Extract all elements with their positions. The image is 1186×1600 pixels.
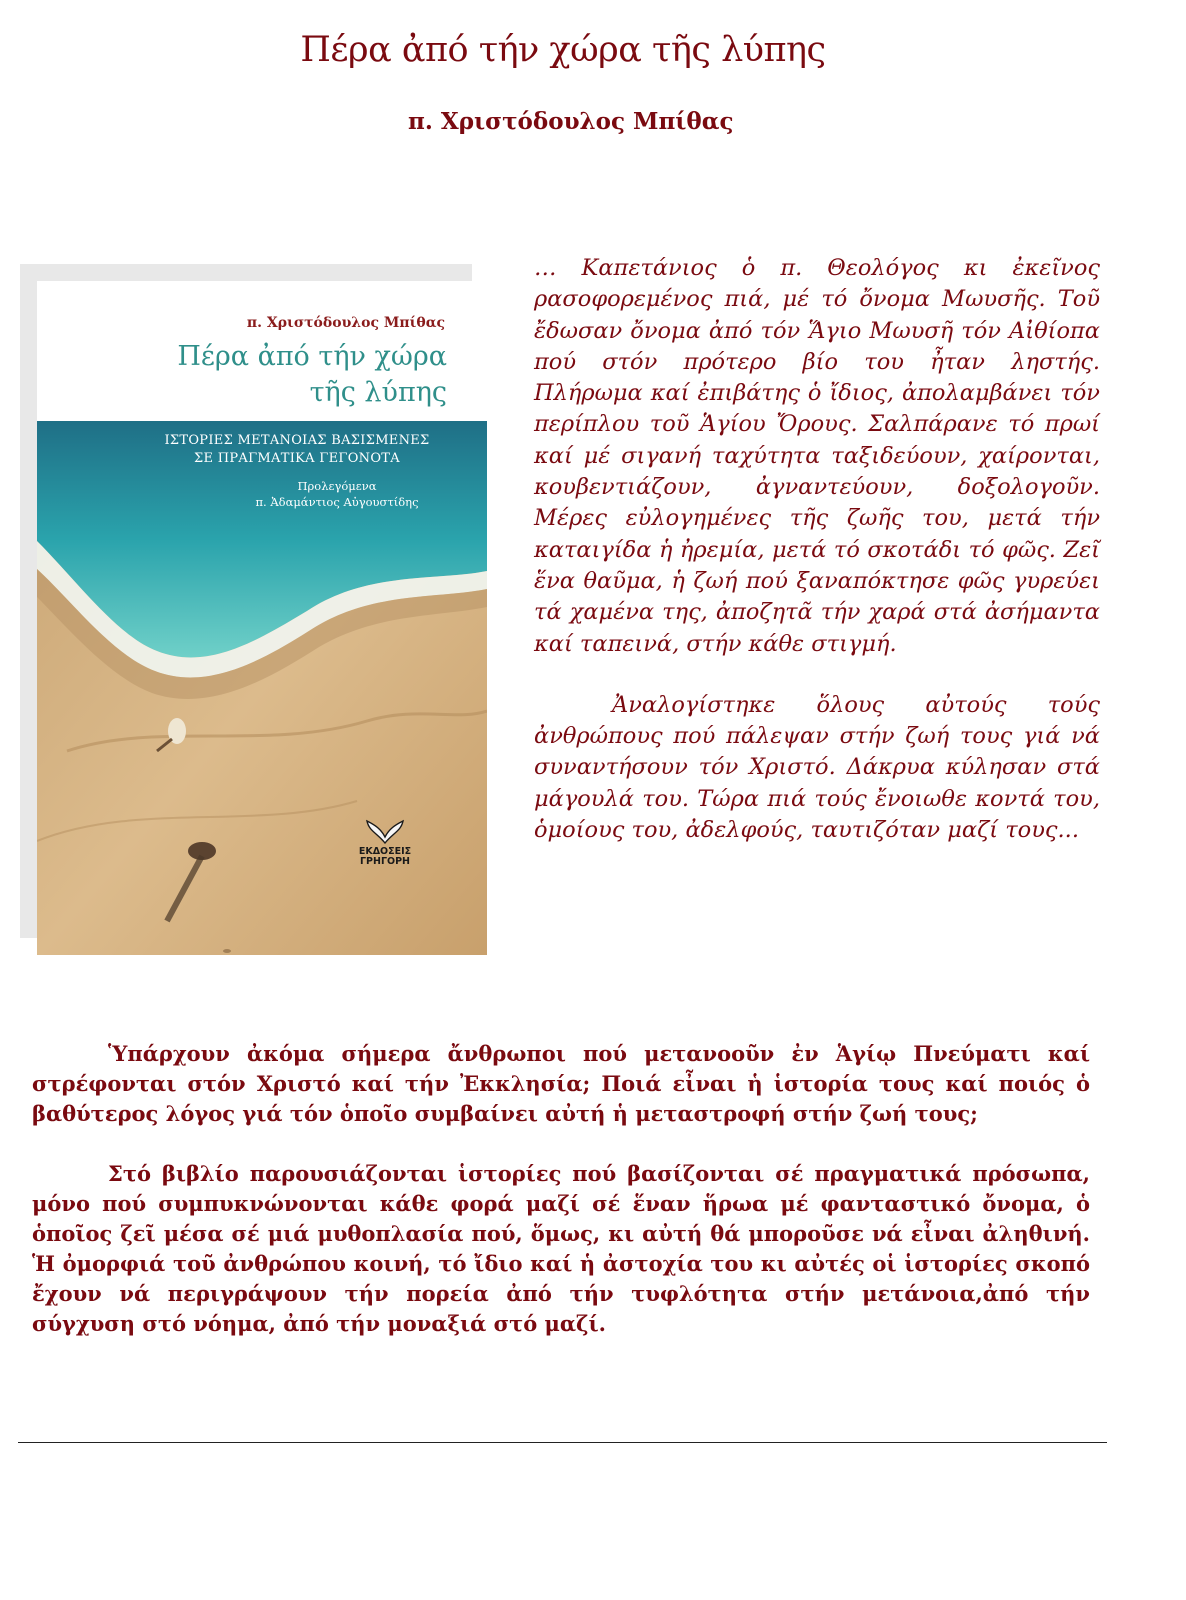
publisher-name xyxy=(349,847,421,867)
publisher-line1: ΕΚΔΟΣΕΙΣ xyxy=(358,846,412,857)
cover-title-line2: τῆς λύπης xyxy=(309,377,447,408)
book-description xyxy=(32,1039,1090,1339)
divider xyxy=(18,1442,1107,1443)
excerpt-paragraph: Ἀναλογίστηκε ὅλους αὐτούς τούς ἀνθρώπους πού πάλεψαν στήν ζωή τους γιά νά συναντήσουν τόν Χριστό. Δάκρυα κύλησαν στά μάγουλά του. Τώρα πιά τούς ἔνοιωθε κοντά του, ὁμοίους του, ἀδελφούς, ταυτιζόταν μαζί τους... xyxy=(534,691,1100,844)
cover-prologue-author: π. Ἀδαμάντιος Αὐγουστίδης xyxy=(255,495,419,509)
cover-title-line1: Πέρα ἀπό τήν χώρα xyxy=(177,341,447,372)
description-paragraph: Στό βιβλίο παρουσιάζονται ἱστορίες πού βασίζονται σέ πραγματικά πρόσωπα, μόνο πού συμπυκνώνονται κάθε φορά μαζί σέ ἕναν ἥρωα μέ φανταστικό ὄνομα, ὁ ὁποῖος ζεῖ μέσα σέ μιά μυθοπλασία πού, ὅμως, κι αὐτή θά μποροῦσε νά εἶναι ἀληθινή. Ἡ ὀμορφιά τοῦ ἀνθρώπου κοινή, τό ἴδιο καί ἡ ἀστοχία του κι αὐτές οἱ ἱστορίες σκοπό ἔχουν νά περιγράψουν τήν πορεία ἀπό τήν τυφλότητα στήν μετάνοια,ἀπό τήν σύγχυση στό νόημα, ἀπό τήν μοναξιά στό μαζί. xyxy=(32,1161,1090,1336)
cover-subtitle-line2: ΣΕ ΠΡΑΓΜΑΤΙΚΑ ΓΕΓΟΝΟΤΑ xyxy=(194,451,400,466)
book-excerpt xyxy=(534,253,1100,846)
description-paragraph: Ὑπάρχουν ἀκόμα σήμερα ἄνθρωποι πού μετανοοῦν ἐν Ἁγίῳ Πνεύματι καί στρέφονται στόν Χριστό καί τήν Ἐκκλησία; Ποιά εἶναι ἡ ἱστορία τους καί ποιός ὁ βαθύτερος λόγος γιά τόν ὁποῖο συμβαίνει αὐτή ἡ μεταστροφή στήν ζωή τους; xyxy=(32,1041,1090,1126)
publisher-logo-icon xyxy=(365,815,405,845)
cover-prologue-label: Προλεγόμενα xyxy=(297,479,377,493)
page-author: π. Χριστόδουλος Μπίθας xyxy=(408,108,734,135)
publisher-line2: ΓΡΗΓΟΡΗ xyxy=(359,856,410,867)
cover-author: π. Χριστόδουλος Μπίθας xyxy=(246,315,445,331)
page-title: Πέρα ἀπό τήν χώρα τῆς λύπης xyxy=(300,30,826,70)
cover-subtitle-line1: ΙΣΤΟΡΙΕΣ ΜΕΤΑΝΟΙΑΣ ΒΑΣΙΣΜΕΝΕΣ xyxy=(164,433,430,448)
book-cover-image xyxy=(37,281,487,955)
excerpt-paragraph: … Καπετάνιος ὁ π. Θεολόγος κι ἐκεῖνος ρασοφορεμένος πιά, μέ τό ὄνομα Μωυσῆς. Τοῦ ἔδωσαν ὄνομα ἀπό τόν Ἅγιο Μωυσῆ τόν Αἰθίοπα πού στόν πρότερο βίο του ἦταν ληστής. Πλήρωμα καί ἐπιβάτης ὁ ἴδιος, ἀπολαμβάνει τόν περίπλου τοῦ Ἁγίου Ὄρους. Σαλπάρανε τό πρωί καί μέ σιγανή ταχύτητα ταξιδεύουν, χαίρονται, κουβεντιάζουν, ἀγναντεύουν, δοξολογοῦν. Μέρες εὐλογημένες τῆς ζωῆς του, μετά τήν καταιγίδα ἡ ἠρεμία, μετά τό σκοτάδι τό φῶς. Ζεῖ ἕνα θαῦμα, ἡ ζωή πού ξαναπόκτησε φῶς γυρεύει τά χαμένα της, ἀποζητᾶ τήν χαρά στά ἀσήμαντα καί ταπεινά, στήν κάθε στιγμή. xyxy=(534,255,1100,657)
